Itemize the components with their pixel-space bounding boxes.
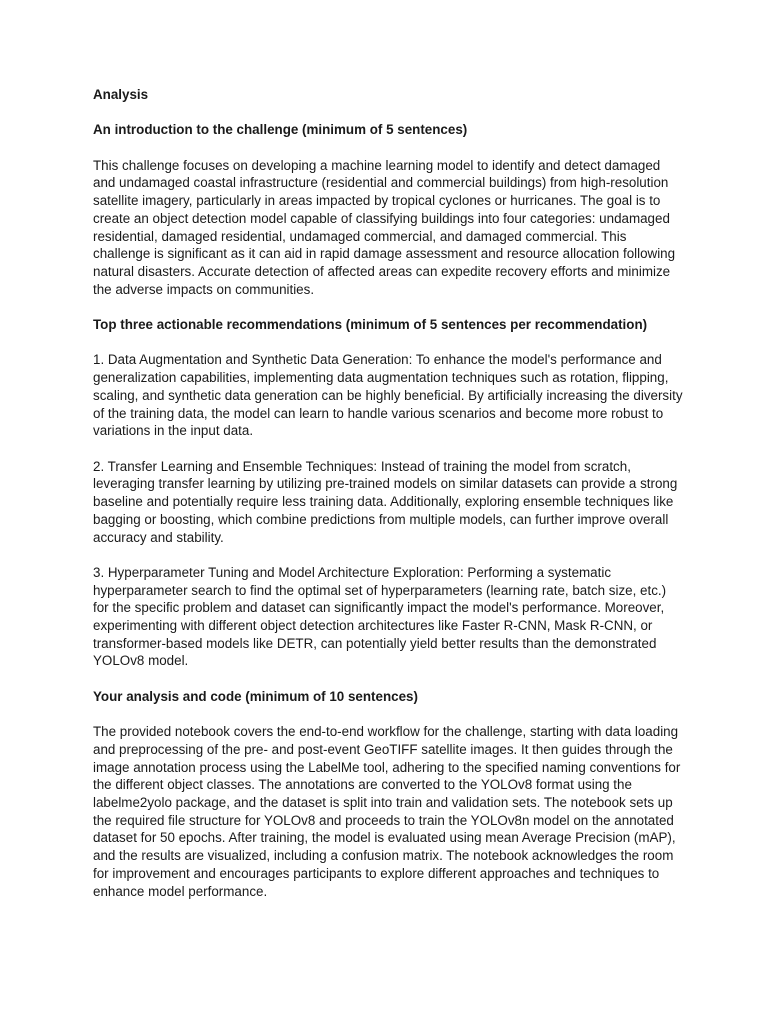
introduction-paragraph: This challenge focuses on developing a machine learning model to identify and detect damaged and undamaged coastal infrastructure (residential and commercial buildings) from high-resolution satellite imagery, particularly in areas impacted by tropical cyclones or hurricanes. The goal is to create an object detection model capable of classifying buildings into four categories: undamaged residential, damaged residential, undamaged commercial, and damaged commercial. This challenge is significant as it can aid in rapid damage assessment and resource allocation following natural disasters. Accurate detection of affected areas can expedite recovery efforts and minimize the adverse impacts on communities. [93, 157, 676, 297]
document-title: Analysis [93, 87, 149, 102]
section-heading-recommendations: Top three actionable recommendations (minimum of 5 sentences per recommendation) [93, 317, 648, 333]
analysis-paragraph: The provided notebook covers the end-to-end workflow for the challenge, starting with data loading and preprocessing of the pre- and post-event GeoTIFF satellite images. It then guides through the image annotation process using the LabelMe tool, adhering to the specified naming conventions for the different object classes. The annotations are converted to the YOLOv8 format using the labelme2yolo package, and the dataset is split into train and validation sets. The notebook sets up the required file structure for YOLOv8 and proceeds to train the YOLOv8n model on the annotated dataset for 50 epochs. After training, the model is evaluated using mean Average Precision (mAP), and the results are visualized, including a confusion matrix. The notebook acknowledges the room for improvement and encourages participants to explore different approaches and techniques to enhance model performance. [93, 724, 681, 899]
document-page [93, 86, 683, 900]
section-heading-analysis: Your analysis and code (minimum of 10 sentences) [93, 688, 418, 704]
recommendation-paragraph-1: 1. Data Augmentation and Synthetic Data Generation: To enhance the model's performance and generalization capabilities, implementing data augmentation techniques such as rotation, flipping, scaling, and synthetic data generation can be highly beneficial. By artificially increasing the diversity of the training data, the model can learn to handle various scenarios and become more robust to variations in the input data. [93, 352, 683, 439]
recommendation-paragraph-2: 2. Transfer Learning and Ensemble Techniques: Instead of training the model from scratch, leveraging transfer learning by utilizing pre-trained models on similar datasets can provide a strong baseline and potentially require less training data. Additionally, exploring ensemble techniques like bagging or boosting, which combine predictions from multiple models, can further improve overall accuracy and stability. [93, 458, 678, 545]
section-heading-introduction: An introduction to the challenge (minimum of 5 sentences) [93, 122, 468, 138]
recommendation-paragraph-3: 3. Hyperparameter Tuning and Model Architecture Exploration: Performing a systematic hyperparameter search to find the optimal set of hyperparameters (learning rate, batch size, etc.) for the specific problem and dataset can significantly impact the model's performance. Moreover, experimenting with different object detection architectures like Faster R-CNN, Mask R-CNN, or transformer-based models like DETR, can potentially yield better results than the demonstrated YOLOv8 model. [93, 564, 667, 669]
